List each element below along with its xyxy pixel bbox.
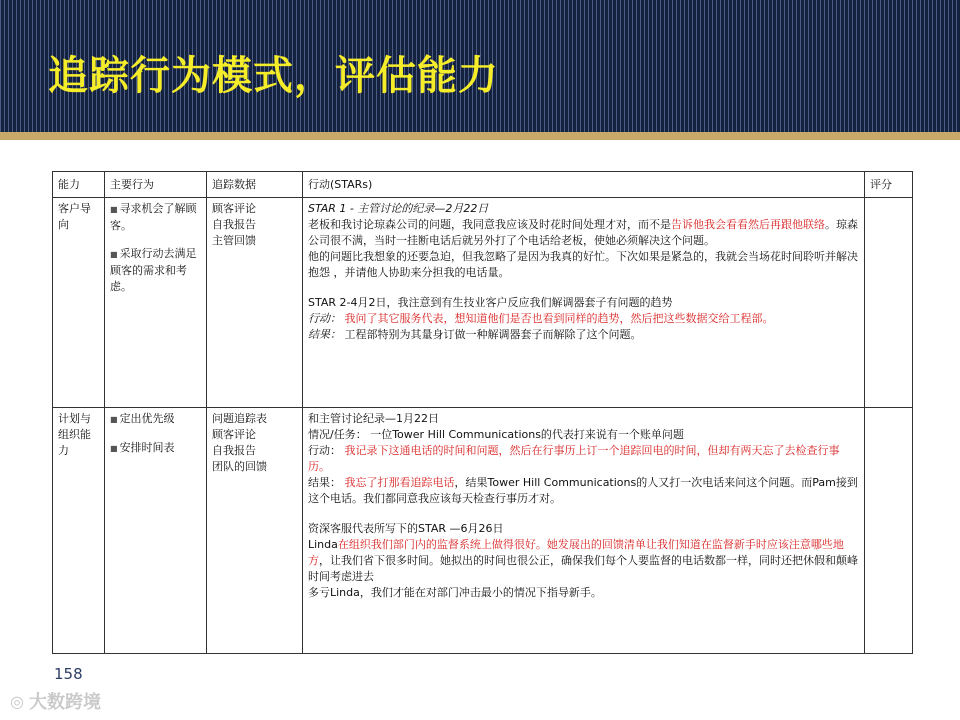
result-text: 工程部特别为其量身订做一种解调器套子而解除了这个问题。 <box>344 328 642 341</box>
score-cell <box>865 198 913 408</box>
data-item: 顾客评论 <box>212 428 256 441</box>
star-paragraph: 多亏Linda，我们才能在对部门冲击最小的情况下指导新手。 <box>308 586 602 599</box>
star-action <box>308 311 859 327</box>
data-item: 自我报告 <box>212 218 256 231</box>
star-action <box>308 443 859 475</box>
star-result <box>308 327 859 343</box>
watermark-text: 大数跨境 <box>28 692 101 713</box>
star-text: ，让我们省下很多时间。她拟出的时间也很公正，确保我们每个人要监督的电话数都一样，同时还把休假和颠峰时间考虑进去 <box>308 554 858 583</box>
result-label: 结果： <box>308 476 341 489</box>
data-item: 主管回馈 <box>212 234 256 247</box>
result-text: ，结果Tower Hill Communications的人又打一次电话来问这个问题。而Pam接到这个电话。我们都同意我应该每天检查行事历才对。 <box>308 476 858 505</box>
data-item: 顾客评论 <box>212 202 256 215</box>
header-score: 评分 <box>865 172 913 198</box>
watermark-logo <box>10 688 101 714</box>
result-highlight: 我忘了打那看追踪电话 <box>344 476 455 489</box>
stars-cell <box>303 198 865 408</box>
behavior-item: ■ 采取行动去满足顾客的需求和考虑。 <box>110 246 201 295</box>
action-text: 我记录下这通电话的时间和问题，然后在行事历上订一个追踪回电的时间，但却有两天忘了去检查行事历。 <box>308 444 840 473</box>
star-table <box>52 171 913 654</box>
star-heading: STAR 1 - 主管讨论的纪录—2月22日 <box>308 202 489 215</box>
data-cell <box>207 408 303 654</box>
star-text: Linda <box>308 538 338 551</box>
action-label: 行动： <box>308 444 341 457</box>
header-ability: 能力 <box>53 172 105 198</box>
table-header-row <box>53 172 913 198</box>
header-behaviors: 主要行为 <box>105 172 207 198</box>
page-title: 追踪行为模式，评估能力 <box>48 53 499 99</box>
behavior-item: ■ 寻求机会了解顾客。 <box>110 201 201 234</box>
star-heading: STAR 2-4月2日，我注意到有生技业客户反应我们解调器套子有问题的趋势 <box>308 296 673 309</box>
ability-cell: 客户导向 <box>53 198 105 408</box>
star-heading: 和主管讨论纪录—1月22日 <box>308 412 439 425</box>
action-text: 我问了其它服务代表，想知道他们是否也看到同样的趋势，然后把这些数据交给工程部。 <box>344 312 774 325</box>
behaviors-cell <box>105 408 207 654</box>
behaviors-cell <box>105 198 207 408</box>
star-paragraph <box>308 217 859 249</box>
header-gold-band <box>0 132 960 140</box>
ability-cell: 计划与组织能力 <box>53 408 105 654</box>
star-highlight: 告诉他我会看看然后再跟他联络 <box>671 218 825 231</box>
action-label: 行动： <box>308 312 341 325</box>
header-data: 追踪数据 <box>207 172 303 198</box>
watermark-icon: ◎ <box>10 691 24 711</box>
star-text: 老板和我讨论琼森公司的问题，我同意我应该及时花时间处理才对，而不是 <box>308 218 671 231</box>
data-cell <box>207 198 303 408</box>
result-label: 结果： <box>308 328 341 341</box>
star-paragraph <box>308 537 859 585</box>
header-stars: 行动(STARs) <box>303 172 865 198</box>
table-row <box>53 408 913 654</box>
star-heading: 资深客服代表所写下的STAR —6月26日 <box>308 522 504 535</box>
score-cell <box>865 408 913 654</box>
table-row <box>53 198 913 408</box>
star-text: 。琼森公司很不满，当时一挂断电话后就另外打了个电话给老板，使她必须解决这个问题。 <box>308 218 858 247</box>
page-number: 158 <box>54 665 83 683</box>
stars-cell <box>303 408 865 654</box>
star-paragraph: 他的问题比我想象的还要急迫，但我忽略了是因为我真的好忙。下次如果是紧急的，我就会当场花时间聆听并解决抱怨 ，并请他人协助来分担我的电话量。 <box>308 250 858 279</box>
star-result <box>308 475 859 507</box>
data-item: 自我报告 <box>212 444 256 457</box>
behavior-item: ■ 安排时间表 <box>110 440 201 457</box>
behavior-item: ■ 定出优先级 <box>110 411 201 428</box>
star-situation: 情况/任务： 一位Tower Hill Communications的代表打来说有一个账单问题 <box>308 428 684 441</box>
data-item: 团队的回馈 <box>212 460 267 473</box>
star-highlight: 在组织我们部门内的监督系统上做得很好。她发展出的回馈清单让我们知道在监督新手时应该注意哪些地方 <box>308 538 844 567</box>
data-item: 问题追踪表 <box>212 412 267 425</box>
